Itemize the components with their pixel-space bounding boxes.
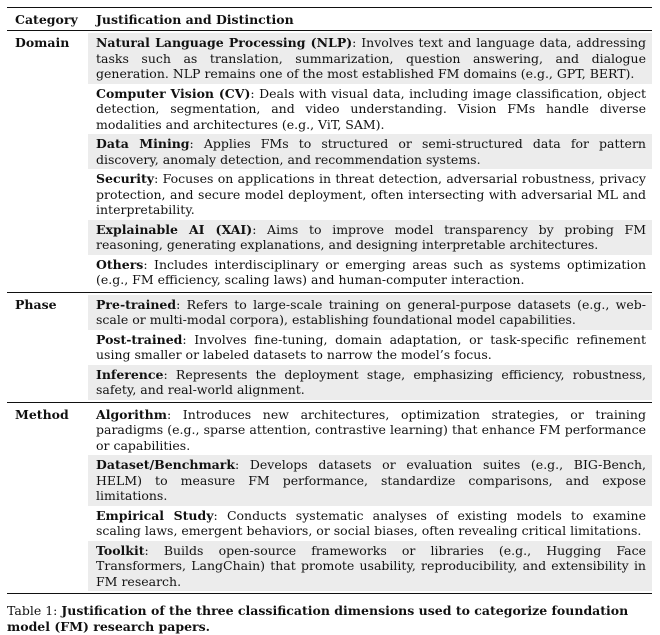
entry-name: Data Mining [96, 136, 190, 151]
page [7, 7, 652, 635]
entry-name: Algorithm [96, 406, 167, 422]
entry-text: : Refers to large-scale training on general-purpose datasets (e.g., web-scale or multi-modal corpora), establishing foundational model capabilities. [96, 296, 646, 327]
entry-text: : Applies FMs to structured or semi-structured data for pattern discovery, anomaly detection, and recommendation systems. [96, 136, 646, 167]
entry-pre-trained [88, 295, 652, 330]
caption-label: Table 1: [7, 603, 62, 618]
entry-toolkit [88, 541, 652, 592]
entry-name: Pre-trained [96, 296, 177, 312]
entry-others [88, 255, 652, 290]
entry-name: Security [96, 171, 155, 186]
entry-text: : Introduces new architectures, optimization strategies, or training paradigms (e.g., sparse attention, contrastive learning) that enhance FM performance or capabilities. [96, 406, 646, 453]
entry-data-mining [88, 134, 652, 169]
header-justification: Justification and Distinction [88, 8, 652, 31]
table-header-row [7, 8, 652, 31]
entry-name: Inference [96, 366, 164, 382]
entry-security [88, 169, 652, 220]
classification-table [7, 7, 652, 594]
entry-text: : Deals with visual data, including image classification, object detection, segmentation, and video understanding. Vision FMs handle diverse modalities and architectures (e.g., ViT, SAM). [96, 85, 646, 132]
category-label: Phase [7, 292, 88, 402]
entry-name: Explainable AI (XAI) [96, 221, 253, 237]
entry-dataset-benchmark [88, 455, 652, 506]
entry-cv [88, 84, 652, 135]
entry-empirical-study [88, 506, 652, 541]
entry-algorithm [88, 405, 652, 456]
entry-text: : Conducts systematic analyses of existing models to examine scaling laws, emergent behaviors, or social biases, often revealing critical limitations. [96, 507, 646, 538]
entry-text: : Focuses on applications in threat detection, adversarial robustness, privacy protection, and secure model deployment, often intersecting with adversarial ML and interpretability. [96, 171, 646, 217]
group-method [7, 402, 652, 594]
table-caption [7, 603, 652, 635]
entry-text: : Represents the deployment stage, emphasizing efficiency, robustness, safety, and real-world alignment. [96, 366, 646, 397]
entry-text: : Develops datasets or evaluation suites (e.g., BIG-Bench, HELM) to measure FM performance, standardize comparisons, and expose limitations. [96, 457, 646, 503]
entry-text: : Builds open-source frameworks or libraries (e.g., Hugging Face Transformers, LangChain) that promote usability, reproducibility, and extensibility in FM research. [96, 542, 646, 589]
entry-text: : Aims to improve model transparency by probing FM reasoning, generating explanations, and designing interpretable architectures. [96, 221, 646, 252]
entry-post-trained [88, 330, 652, 365]
entry-xai [88, 220, 652, 255]
entry-inference [88, 365, 652, 400]
entry-name: Dataset/Benchmark [96, 457, 236, 472]
entry-text: : Involves text and language data, addressing tasks such as translation, summarization, question answering, and dialogue generation. NLP remains one of the most established FM domains (e.g., GPT, BERT). [96, 35, 646, 81]
entry-name: Natural Language Processing (NLP) [96, 35, 353, 50]
category-label: Method [7, 402, 88, 594]
entry-name: Empirical Study [96, 507, 214, 523]
group-domain [7, 31, 652, 293]
group-phase [7, 292, 652, 402]
header-category: Category [7, 8, 88, 31]
entry-name: Computer Vision (CV) [96, 85, 251, 101]
category-label: Domain [15, 35, 70, 50]
entry-nlp [88, 33, 652, 84]
entry-name: Others [96, 256, 144, 272]
entry-name: Post-trained [96, 331, 183, 347]
entry-text: : Involves fine-tuning, domain adaptation, or task-specific refinement using smaller or labeled datasets to narrow the model’s focus. [96, 331, 646, 362]
entry-name: Toolkit [96, 542, 145, 558]
caption-text: Justification of the three classification dimensions used to categorize foundation model (FM) research papers. [7, 603, 629, 634]
entry-text: : Includes interdisciplinary or emerging areas such as systems optimization (e.g., FM efficiency, scaling laws) and human-computer interaction. [96, 256, 646, 287]
